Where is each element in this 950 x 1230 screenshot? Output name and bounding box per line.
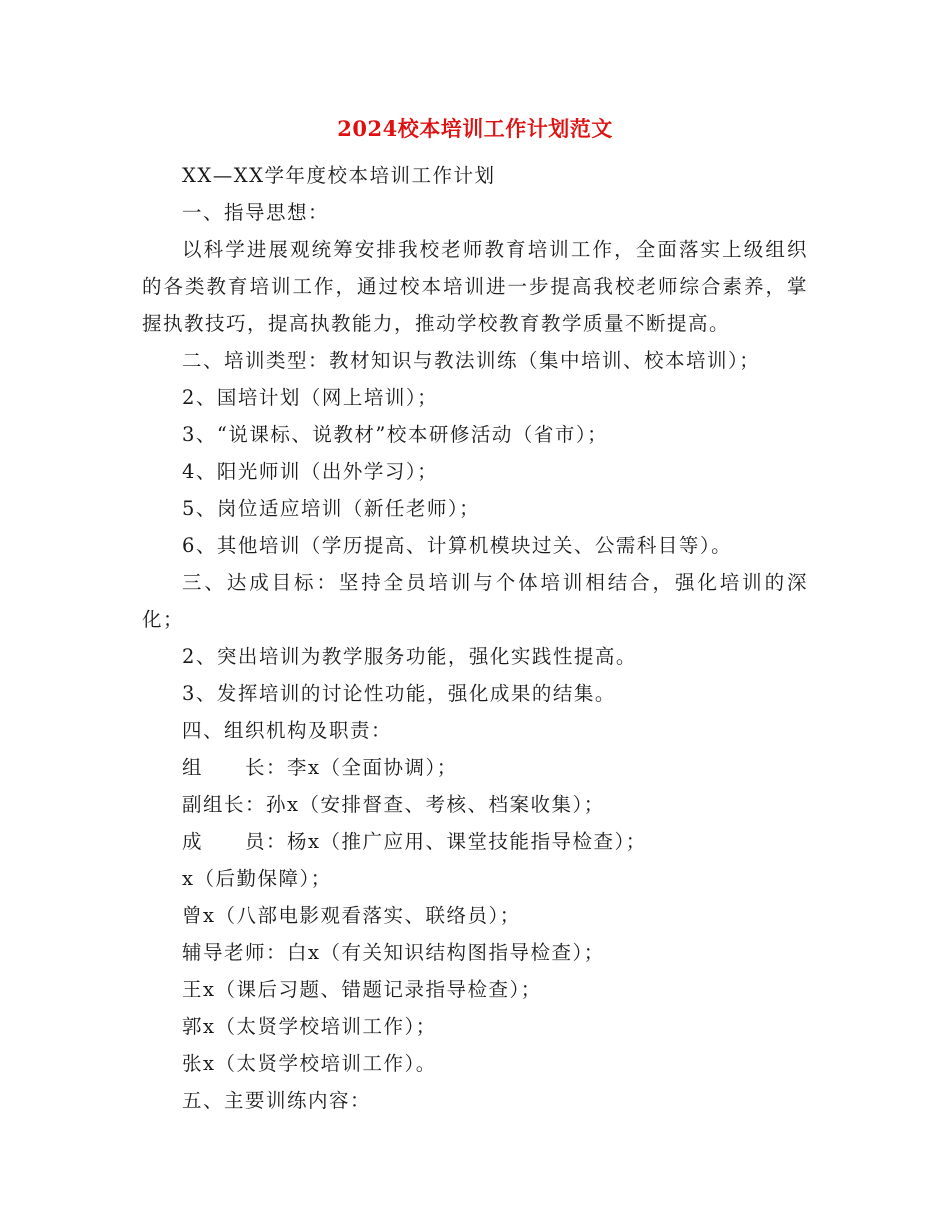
section-heading-guiding-ideology: 一、指导思想： [182,201,330,224]
organization-member: 曾x（八部电影观看落实、联络员）； [182,904,521,927]
section-heading-training-types: 二、培训类型：教材知识与教法训练（集中培训、校本培训）； [182,349,761,372]
organization-member: 成 员：杨x（推广应用、课堂技能指导检查）； [182,830,647,853]
goal-item: 3、发挥培训的讨论性功能，强化成果的结集。 [182,682,616,705]
organization-member: 张x（太贤学校培训工作）。 [182,1052,437,1075]
training-type-item: 5、岗位适应培训（新任老师）； [182,497,481,520]
plan-subtitle: XX—XX学年度校本培训工作计划 [182,164,496,187]
organization-member: 辅导老师：白x（有关知识结构图指导检查）； [182,941,605,964]
guiding-ideology-paragraph: 以科学进展观统筹安排我校老师教育培训工作，全面落实上级组织的各类教育培训工作，通过校本培训进一步提高我校老师综合素养，掌握执教技巧，提高执教能力，推动学校教育教学质量不断提高。 [142,238,808,335]
training-type-item: 4、阳光师训（出外学习）； [182,460,439,483]
organization-member: 组 长：李x（全面协调）； [182,756,458,779]
section-heading-training-content: 五、主要训练内容： [182,1089,372,1112]
training-type-item: 6、其他培训（学历提高、计算机模块过关、公需科目等）。 [182,534,733,557]
training-type-item: 3、“说课标、说教材”校本研修活动（省市）； [182,423,609,446]
section-heading-goals: 三、达成目标：坚持全员培训与个体培训相结合，强化培训的深化； [142,571,808,631]
organization-member: 郭x（太贤学校培训工作）； [182,1015,437,1038]
organization-member: 王x（课后习题、错题记录指导检查）； [182,978,542,1001]
training-type-item: 2、国培计划（网上培训）； [182,386,439,409]
goal-item: 2、突出培训为教学服务功能，强化实践性提高。 [182,645,637,668]
organization-member: 副组长：孙x（安排督查、考核、档案收集）； [182,793,605,816]
document-body [142,157,808,1119]
section-heading-organization: 四、组织机构及职责： [182,719,393,742]
organization-member: x（后勤保障）； [182,867,332,890]
document-title: 2024校本培训工作计划范文 [337,116,613,141]
